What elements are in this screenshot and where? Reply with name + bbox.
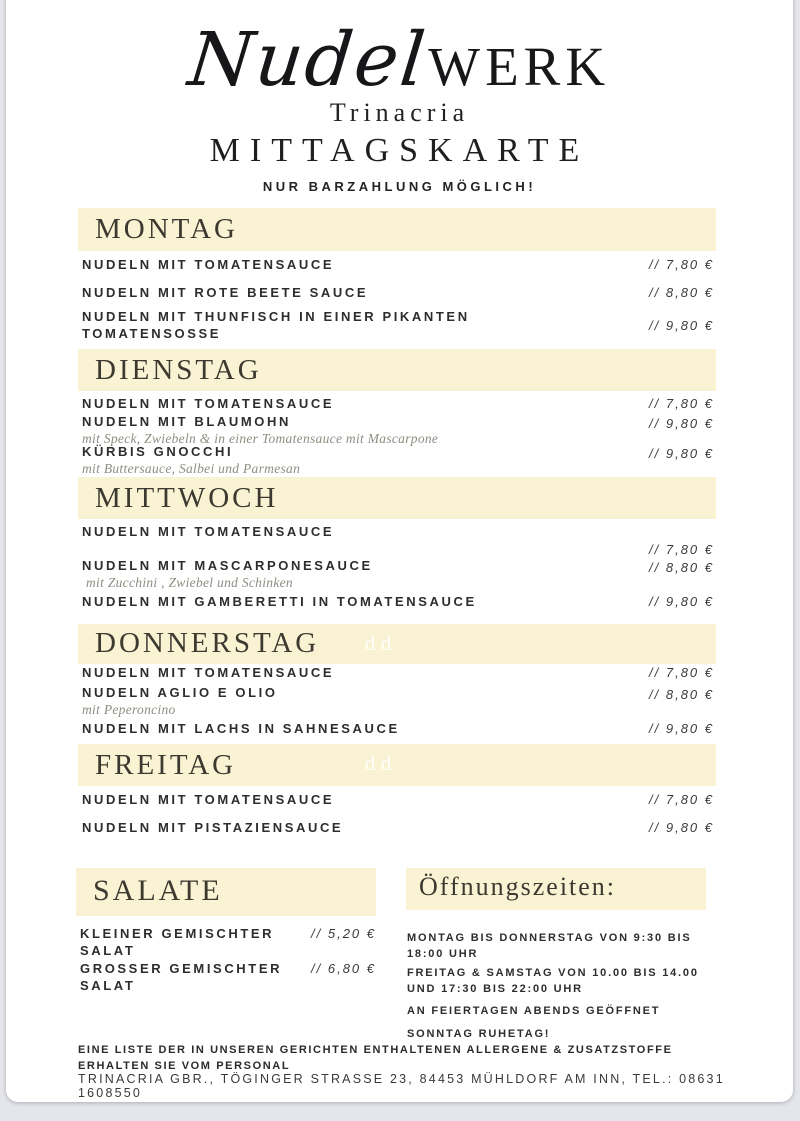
menu-item-name: NUDELN MIT TOMATENSAUCE <box>82 665 335 680</box>
menu-item-row <box>82 593 714 610</box>
menu-item-price: // 7,80 € <box>649 542 714 557</box>
menu-item-row <box>82 395 714 412</box>
menu-item-name: NUDELN MIT LACHS IN SAHNESAUCE <box>82 721 400 736</box>
menu-item-description: mit Zucchini , Zwiebel und Schinken <box>86 575 293 590</box>
menu-item-row <box>82 307 714 343</box>
opening-hours-banner <box>406 868 706 910</box>
menu-item-text <box>82 413 438 446</box>
brand-main-text: WERK <box>428 36 611 97</box>
menu-item-text <box>82 557 373 590</box>
menu-item-name: NUDELN MIT GAMBERETTI IN TOMATENSAUCE <box>82 594 477 609</box>
menu-item-name: NUDELN MIT ROTE BEETE SAUCE <box>82 285 369 300</box>
menu-item-row <box>82 284 714 301</box>
menu-item-price: // 8,80 € <box>649 687 714 702</box>
menu-item-row <box>82 557 714 590</box>
day-banner-freitag <box>78 744 716 786</box>
salad-item-name: KLEINER GEMISCHTER SALAT <box>80 926 275 958</box>
brand-logo <box>6 8 793 112</box>
menu-item-name: NUDELN MIT PISTAZIENSAUCE <box>82 820 344 835</box>
salad-item-price: // 5,20 € <box>311 926 376 941</box>
opening-hours-line: AN FEIERTAGEN ABENDS GEÖFFNET <box>407 1005 661 1017</box>
menu-item-description: mit Buttersauce, Salbei und Parmesan <box>82 461 301 476</box>
day-label: DONNERSTAG <box>95 627 320 659</box>
salads-banner <box>76 868 376 916</box>
menu-item-row <box>82 791 714 808</box>
opening-hours-line: MONTAG BIS DONNERSTAG VON 9:30 BIS 18:00 UHR <box>407 932 692 960</box>
opening-hours-line: FREITAG & SAMSTAG VON 10.00 BIS 14.00 UND 17:30 BIS 22:00 UHR <box>407 967 699 995</box>
menu-item-description: mit Peperoncino <box>82 702 176 717</box>
salad-item-row <box>80 925 376 959</box>
menu-item-price: // 7,80 € <box>649 792 714 807</box>
menu-item-row <box>82 819 714 836</box>
menu-item-name: NUDELN MIT TOMATENSAUCE <box>82 792 335 807</box>
opening-hours-line: SONNTAG RUHETAG! <box>407 1028 551 1040</box>
menu-item-price: // 9,80 € <box>649 416 714 431</box>
menu-item-row <box>82 523 714 540</box>
day-label: MONTAG <box>95 213 238 245</box>
menu-item-price: // 9,80 € <box>649 820 714 835</box>
salad-item-name: GROSSER GEMISCHTER SALAT <box>80 961 283 993</box>
day-banner-donnerstag <box>78 624 716 664</box>
banner-watermark: dd <box>365 753 397 775</box>
menu-item-price: // 8,80 € <box>649 285 714 300</box>
day-label: MITTWOCH <box>95 482 279 514</box>
menu-item-name: NUDELN AGLIO E OLIO <box>82 685 278 700</box>
menu-title: MITTAGSKARTE <box>209 132 590 169</box>
menu-item-price: // 7,80 € <box>649 396 714 411</box>
menu-item-price-row <box>82 541 714 557</box>
brand-subtitle: Trinacria <box>329 98 470 127</box>
menu-item-row <box>82 443 714 476</box>
day-banner-dienstag <box>78 349 716 391</box>
menu-item-name: NUDELN MIT BLAUMOHN <box>82 414 291 429</box>
salad-item-price: // 6,80 € <box>311 961 376 976</box>
menu-item-name: NUDELN MIT MASCARPONESAUCE <box>82 558 373 573</box>
menu-item-text <box>82 443 300 476</box>
day-label: DIENSTAG <box>95 354 262 386</box>
menu-item-name: NUDELN MIT TOMATENSAUCE <box>82 257 335 272</box>
menu-item-row <box>82 684 714 717</box>
cash-only-notice: NUR BARZAHLUNG MÖGLICH! <box>262 179 537 194</box>
opening-hours-title: Öffnungszeiten: <box>419 872 617 901</box>
menu-item-name: NUDELN MIT TOMATENSAUCE <box>82 396 335 411</box>
menu-item-price: // 8,80 € <box>649 560 714 575</box>
banner-watermark: dd <box>365 633 397 655</box>
menu-item-name: NUDELN MIT TOMATENSAUCE <box>82 524 335 539</box>
allergen-note: EINE LISTE DER IN UNSEREN GERICHTEN ENTHALTENEN ALLERGENE & ZUSATZSTOFFE ERHALTEN SIE VOM PERSONAL <box>78 1044 673 1072</box>
menu-item-description: mit Speck, Zwiebeln & in einer Tomatensauce mit Mascarpone <box>82 431 439 446</box>
menu-item-row <box>82 720 714 737</box>
day-banner-montag <box>78 208 716 251</box>
menu-item-row <box>82 664 714 681</box>
menu-item-price: // 9,80 € <box>649 318 714 333</box>
day-banner-mittwoch <box>78 477 716 519</box>
menu-item-text <box>82 684 278 717</box>
salad-item-row <box>80 960 376 994</box>
salads-title: SALATE <box>93 874 223 907</box>
menu-item-row <box>82 256 714 273</box>
menu-item-price: // 7,80 € <box>649 665 714 680</box>
menu-item-row <box>82 413 714 446</box>
menu-item-price: // 7,80 € <box>649 257 714 272</box>
menu-item-price: // 9,80 € <box>649 594 714 609</box>
menu-item-name: NUDELN MIT THUNFISCH IN EINER PIKANTEN TOMATENSOSSE <box>82 309 470 341</box>
menu-item-price: // 9,80 € <box>649 446 714 461</box>
menu-item-name: KÜRBIS GNOCCHI <box>82 444 234 459</box>
restaurant-address: TRINACRIA GBR., TÖGINGER STRASSE 23, 84453 MÜHLDORF AM INN, TEL.: 08631 1608550 <box>78 1072 725 1100</box>
menu-item-price: // 9,80 € <box>649 721 714 736</box>
day-label: FREITAG <box>95 749 237 781</box>
brand-script-text: Nudel <box>184 17 431 103</box>
